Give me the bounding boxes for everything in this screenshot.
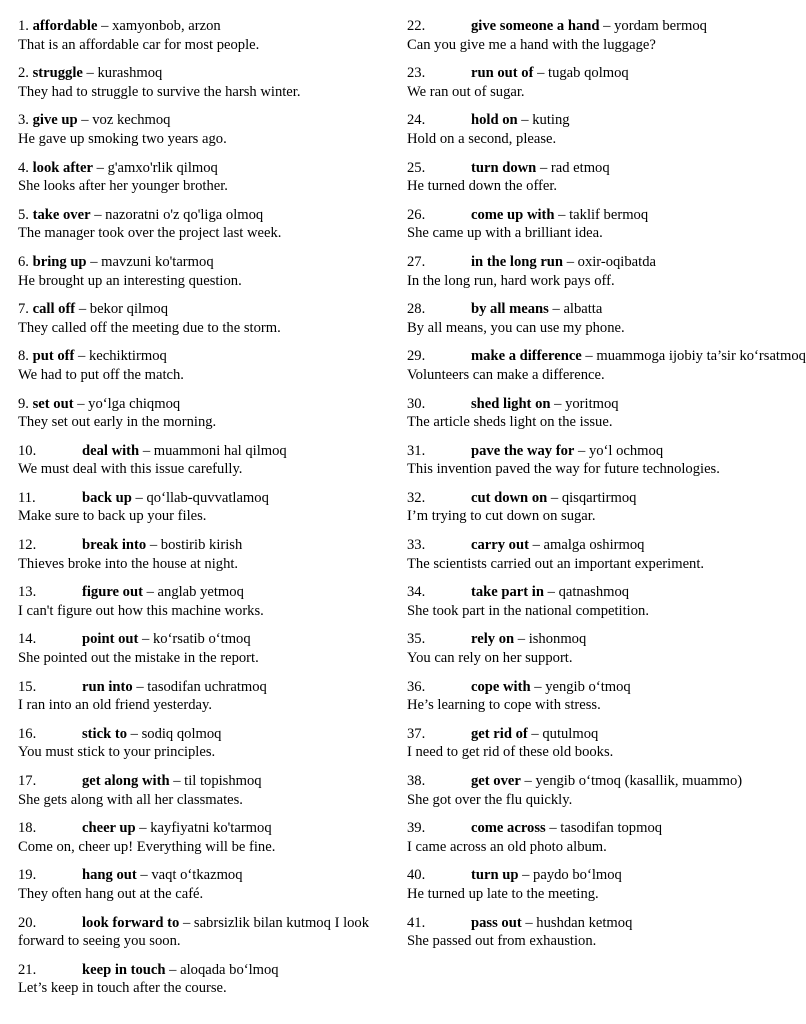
entry-translation: yo‘lga chiqmoq xyxy=(88,395,181,412)
entry-headline: 21. keep in touch – aloqada bo‘lmoq xyxy=(18,961,279,978)
entry-translation: vaqt o‘tkazmoq xyxy=(151,867,243,884)
entry-number: 37. xyxy=(407,725,426,742)
entry-example: You can rely on her support. xyxy=(407,650,573,667)
entry-term: set out xyxy=(32,395,74,412)
entry-term: pave the way for xyxy=(471,442,575,459)
entry-example: She gets along with all her classmates. xyxy=(18,791,243,808)
entry-translation: muammoni hal qilmoq xyxy=(153,442,287,459)
entry-example: Volunteers can make a difference. xyxy=(407,366,605,383)
entry-example: This invention paved the way for future technologies. xyxy=(407,461,720,478)
vocab-entry xyxy=(18,583,390,620)
entry-translation: qisqartirmoq xyxy=(561,489,637,506)
entry-headline: 3. give up – voz kechmoq xyxy=(18,112,171,129)
vocab-entry xyxy=(407,253,762,290)
entry-translation: tasodifan uchratmoq xyxy=(147,678,267,695)
entry-example: I ran into an old friend yesterday. xyxy=(18,697,212,714)
entry-headline: 11. back up – qo‘llab-quvvatlamoq xyxy=(18,489,269,506)
entry-headline: 5. take over – nazoratni o'z qo'liga olmoq xyxy=(18,206,264,223)
entry-number: 8. xyxy=(18,348,29,365)
entry-headline: 25. turn down – rad etmoq xyxy=(407,159,610,176)
entry-translation: aloqada bo‘lmoq xyxy=(180,961,279,978)
entry-translation: ishonmoq xyxy=(528,631,587,648)
entry-term: give someone a hand xyxy=(471,18,600,34)
entry-translation: tugab qolmoq xyxy=(548,65,629,82)
vocab-entry xyxy=(407,347,806,384)
entry-translation: bostirib kirish xyxy=(160,537,243,554)
vocab-entry xyxy=(18,725,390,762)
vocab-entry xyxy=(18,64,390,101)
entry-number: 19. xyxy=(18,867,37,884)
entry-term: call off xyxy=(32,301,76,318)
vocab-entry xyxy=(18,300,390,337)
entry-term: in the long run xyxy=(471,253,564,270)
vocab-entry xyxy=(18,630,390,667)
entry-example: He turned up late to the meeting. xyxy=(407,885,599,902)
entry-example: She looks after her younger brother. xyxy=(18,178,228,195)
entry-term: cope with xyxy=(471,678,531,695)
entry-number: 16. xyxy=(18,725,37,742)
entry-headline: 12. break into – bostirib kirish xyxy=(18,537,243,554)
vocab-entry xyxy=(407,772,762,809)
vocab-entry xyxy=(18,442,390,479)
vocab-entry xyxy=(407,300,762,337)
entry-number: 31. xyxy=(407,442,426,459)
entry-translation: oxir-oqibatda xyxy=(577,253,656,270)
entry-term: take over xyxy=(32,206,91,223)
entry-headline: 28. by all means – albatta xyxy=(407,301,603,318)
entry-term: come across xyxy=(471,820,546,837)
entry-number: 10. xyxy=(18,442,37,459)
entry-number: 28. xyxy=(407,301,426,318)
entry-term: affordable xyxy=(32,18,98,34)
entry-number: 17. xyxy=(18,773,37,789)
entry-headline: 32. cut down on – qisqartirmoq xyxy=(407,489,637,506)
entry-number: 32. xyxy=(407,489,426,506)
vocab-entry xyxy=(407,442,762,479)
entry-headline: 9. set out – yo‘lga chiqmoq xyxy=(18,395,181,412)
entry-headline: 39. come across – tasodifan topmoq xyxy=(407,820,663,837)
entry-number: 39. xyxy=(407,820,426,837)
entry-headline: 36. cope with – yengib o‘tmoq xyxy=(407,678,631,695)
entry-example: Let’s keep in touch after the course. xyxy=(18,980,227,997)
entry-number: 6. xyxy=(18,253,29,270)
entry-term: by all means xyxy=(471,301,549,318)
vocab-entry xyxy=(18,772,390,809)
entry-translation: til topishmoq xyxy=(184,773,262,789)
entry-translation: taklif bermoq xyxy=(569,206,649,223)
entry-number: 38. xyxy=(407,773,426,789)
entry-number: 26. xyxy=(407,206,426,223)
entry-headline: 15. run into – tasodifan uchratmoq xyxy=(18,678,267,695)
entry-example: She pointed out the mistake in the report. xyxy=(18,650,259,667)
entry-number: 41. xyxy=(407,914,426,931)
left-column xyxy=(18,17,390,1008)
entry-term: hold on xyxy=(471,112,518,129)
vocab-entry xyxy=(407,395,762,432)
entry-translation: nazoratni o'z qo'liga olmoq xyxy=(105,206,264,223)
entry-translation: anglab yetmoq xyxy=(157,584,244,601)
entry-term: deal with xyxy=(82,442,140,459)
right-column xyxy=(407,17,806,961)
vocab-entry xyxy=(18,489,390,526)
entry-term: look forward to xyxy=(82,914,180,931)
entry-translation: qo‘llab-quvvatlamoq xyxy=(146,489,269,506)
entry-example: Make sure to back up your files. xyxy=(18,508,207,525)
entry-translation: hushdan ketmoq xyxy=(536,914,633,931)
entry-term: make a difference xyxy=(471,348,582,365)
entry-headline: 7. call off – bekor qilmoq xyxy=(18,301,168,318)
entry-headline: 40. turn up – paydo bo‘lmoq xyxy=(407,867,622,884)
entry-number: 9. xyxy=(18,395,29,412)
vocab-entry xyxy=(407,678,762,715)
vocab-entry xyxy=(407,914,762,951)
entry-headline: 4. look after – g'amxo'rlik qilmoq xyxy=(18,159,218,176)
entry-number: 2. xyxy=(18,65,29,82)
entry-example: You must stick to your principles. xyxy=(18,744,216,761)
entry-number: 11. xyxy=(18,489,36,506)
vocab-entry xyxy=(18,866,390,903)
entry-example: We ran out of sugar. xyxy=(407,83,525,100)
vocab-entry xyxy=(18,253,390,290)
entry-example: That is an affordable car for most people. xyxy=(18,36,260,53)
entry-example: He turned down the offer. xyxy=(407,178,558,195)
entry-translation: kayfiyatni ko'tarmoq xyxy=(150,820,272,837)
entry-term: bring up xyxy=(32,253,87,270)
entry-translation: amalga oshirmoq xyxy=(543,537,645,554)
entry-headline: 20. look forward to – sabrsizlik bilan kutmoq xyxy=(18,914,331,931)
vocab-entry xyxy=(407,206,762,243)
entry-example: Hold on a second, please. xyxy=(407,130,557,147)
entry-term: give up xyxy=(32,112,78,129)
entry-example: Can you give me a hand with the luggage? xyxy=(407,36,656,53)
entry-translation: bekor qilmoq xyxy=(89,301,168,318)
entry-headline: 31. pave the way for – yo‘l ochmoq xyxy=(407,442,664,459)
entry-translation: xamyonbob, arzon xyxy=(112,18,221,34)
entry-headline: 13. figure out – anglab yetmoq xyxy=(18,584,244,601)
entry-example: The scientists carried out an important experiment. xyxy=(407,555,705,572)
vocab-entry xyxy=(18,961,390,998)
entry-translation: kechiktirmoq xyxy=(88,348,167,365)
vocab-entry xyxy=(407,111,762,148)
entry-term: cheer up xyxy=(82,820,136,837)
vocab-entry xyxy=(18,347,390,384)
entry-headline: 1. affordable – xamyonbob, arzon xyxy=(18,18,221,34)
entry-translation: kurashmoq xyxy=(97,65,163,82)
vocab-entry xyxy=(407,159,762,196)
vocab-entry xyxy=(407,866,762,903)
entry-headline: 19. hang out – vaqt o‘tkazmoq xyxy=(18,867,243,884)
entry-example: He gave up smoking two years ago. xyxy=(18,130,227,147)
entry-headline: 14. point out – ko‘rsatib o‘tmoq xyxy=(18,631,251,648)
entry-headline: 22. give someone a hand – yordam bermoq xyxy=(407,18,707,34)
entry-translation: yengib o‘tmoq xyxy=(545,678,631,695)
entry-headline: 6. bring up – mavzuni ko'tarmoq xyxy=(18,253,214,270)
entry-number: 22. xyxy=(407,18,426,34)
entry-term: turn up xyxy=(471,867,519,884)
entry-number: 34. xyxy=(407,584,426,601)
entry-translation: sodiq qolmoq xyxy=(141,725,222,742)
entry-translation: yoritmoq xyxy=(565,395,619,412)
entry-term: rely on xyxy=(471,631,515,648)
entry-headline: 29. make a difference – muammoga ijobiy ta’sir ko‘rsatmoq xyxy=(407,348,806,365)
entry-translation: sabrsizlik bilan kutmoq xyxy=(193,914,331,931)
vocab-entry xyxy=(18,159,390,196)
vocab-entry xyxy=(18,914,390,951)
entry-translation: g'amxo'rlik qilmoq xyxy=(107,159,218,176)
vocab-entry xyxy=(407,583,762,620)
entry-number: 27. xyxy=(407,253,426,270)
entry-term: carry out xyxy=(471,537,529,554)
entry-number: 40. xyxy=(407,867,426,884)
entry-term: get over xyxy=(471,773,521,789)
entry-term: take part in xyxy=(471,584,544,601)
entry-example: The manager took over the project last week. xyxy=(18,225,282,242)
vocab-entry xyxy=(18,111,390,148)
entry-term: figure out xyxy=(82,584,143,601)
entry-number: 7. xyxy=(18,301,29,318)
entry-example: Thieves broke into the house at night. xyxy=(18,555,239,572)
entry-example: He brought up an interesting question. xyxy=(18,272,242,289)
entry-example: We must deal with this issue carefully. xyxy=(18,461,243,478)
entry-term: keep in touch xyxy=(82,961,166,978)
entry-translation: ko‘rsatib o‘tmoq xyxy=(152,631,251,648)
entry-headline: 24. hold on – kuting xyxy=(407,112,570,129)
entry-example: By all means, you can use my phone. xyxy=(407,319,625,336)
entry-headline: 30. shed light on – yoritmoq xyxy=(407,395,619,412)
entry-term: pass out xyxy=(471,914,522,931)
entry-translation: albatta xyxy=(563,301,603,318)
entry-example: She got over the flu quickly. xyxy=(407,791,573,808)
entry-translation: voz kechmoq xyxy=(92,112,171,129)
entry-translation: yordam bermoq xyxy=(614,18,707,34)
entry-example: We had to put off the match. xyxy=(18,366,184,383)
entry-example: I look forward to seeing you soon. xyxy=(18,914,370,950)
entry-example: I need to get rid of these old books. xyxy=(407,744,614,761)
entry-term: look after xyxy=(32,159,93,176)
entry-translation: mavzuni ko'tarmoq xyxy=(101,253,214,270)
vocab-entry xyxy=(407,819,762,856)
entry-example: The article sheds light on the issue. xyxy=(407,414,613,431)
entry-number: 30. xyxy=(407,395,426,412)
entry-example: In the long run, hard work pays off. xyxy=(407,272,615,289)
entry-number: 5. xyxy=(18,206,29,223)
entry-headline: 18. cheer up – kayfiyatni ko'tarmoq xyxy=(18,820,272,837)
entry-term: hang out xyxy=(82,867,137,884)
entry-example: I came across an old photo album. xyxy=(407,838,607,855)
entry-translation: kuting xyxy=(532,112,570,129)
entry-number: 3. xyxy=(18,112,29,129)
entry-example: They set out early in the morning. xyxy=(18,414,217,431)
entry-number: 12. xyxy=(18,537,37,554)
vocab-entry xyxy=(407,630,762,667)
vocab-entry xyxy=(407,489,762,526)
vocab-entry xyxy=(18,819,390,856)
entry-translation: rad etmoq xyxy=(550,159,610,176)
entry-term: get along with xyxy=(82,773,170,789)
vocab-entry xyxy=(18,206,390,243)
entry-number: 35. xyxy=(407,631,426,648)
entry-translation: yengib o‘tmoq (kasallik, muammo) xyxy=(535,773,743,789)
entry-translation: qutulmoq xyxy=(542,725,599,742)
entry-number: 21. xyxy=(18,961,37,978)
entry-number: 20. xyxy=(18,914,37,931)
entry-headline: 10. deal with – muammoni hal qilmoq xyxy=(18,442,287,459)
entry-number: 18. xyxy=(18,820,37,837)
entry-translation: tasodifan topmoq xyxy=(560,820,663,837)
entry-number: 1. xyxy=(18,18,29,34)
entry-translation: yo‘l ochmoq xyxy=(588,442,664,459)
entry-term: turn down xyxy=(471,159,537,176)
vocab-entry xyxy=(407,725,762,762)
entry-term: point out xyxy=(82,631,139,648)
entry-number: 29. xyxy=(407,348,426,365)
vocab-entry xyxy=(18,536,390,573)
vocab-entry xyxy=(18,17,390,54)
entry-example: Come on, cheer up! Everything will be fine. xyxy=(18,838,276,855)
entry-term: stick to xyxy=(82,725,127,742)
entry-term: get rid of xyxy=(471,725,528,742)
entry-example: I’m trying to cut down on sugar. xyxy=(407,508,596,525)
entry-example: They often hang out at the café. xyxy=(18,885,204,902)
entry-term: put off xyxy=(32,348,75,365)
entry-example: They called off the meeting due to the storm. xyxy=(18,319,281,336)
entry-translation: qatnashmoq xyxy=(558,584,630,601)
entry-headline: 37. get rid of – qutulmoq xyxy=(407,725,599,742)
vocab-entry xyxy=(407,17,762,54)
entry-example: They had to struggle to survive the harsh winter. xyxy=(18,83,301,100)
entry-headline: 8. put off – kechiktirmoq xyxy=(18,348,167,365)
entry-headline: 17. get along with – til topishmoq xyxy=(18,773,262,789)
entry-headline: 34. take part in – qatnashmoq xyxy=(407,584,630,601)
entry-term: break into xyxy=(82,537,147,554)
entry-number: 15. xyxy=(18,678,37,695)
vocab-entry xyxy=(18,678,390,715)
entry-number: 4. xyxy=(18,159,29,176)
entry-headline: 16. stick to – sodiq qolmoq xyxy=(18,725,222,742)
entry-term: back up xyxy=(82,489,132,506)
entry-number: 23. xyxy=(407,65,426,82)
entry-headline: 23. run out of – tugab qolmoq xyxy=(407,65,629,82)
entry-example: I can't figure out how this machine works. xyxy=(18,602,264,619)
entry-example: She took part in the national competition. xyxy=(407,602,649,619)
entry-term: struggle xyxy=(32,65,83,82)
vocab-entry xyxy=(407,64,762,101)
vocab-entry xyxy=(407,536,762,573)
entry-translation: paydo bo‘lmoq xyxy=(533,867,622,884)
entry-term: run into xyxy=(82,678,133,695)
entry-headline: 26. come up with – taklif bermoq xyxy=(407,206,649,223)
entry-number: 13. xyxy=(18,584,37,601)
entry-term: shed light on xyxy=(471,395,551,412)
entry-translation: muammoga ijobiy ta’sir ko‘rsatmoq xyxy=(596,348,806,365)
entry-headline: 33. carry out – amalga oshirmoq xyxy=(407,537,645,554)
entry-term: come up with xyxy=(471,206,555,223)
entry-number: 36. xyxy=(407,678,426,695)
entry-headline: 2. struggle – kurashmoq xyxy=(18,65,163,82)
entry-headline: 27. in the long run – oxir-oqibatda xyxy=(407,253,656,270)
entry-headline: 35. rely on – ishonmoq xyxy=(407,631,587,648)
entry-term: run out of xyxy=(471,65,534,82)
entry-example: She came up with a brilliant idea. xyxy=(407,225,603,242)
entry-number: 25. xyxy=(407,159,426,176)
entry-headline: 41. pass out – hushdan ketmoq xyxy=(407,914,633,931)
entry-number: 33. xyxy=(407,537,426,554)
vocab-entry xyxy=(18,395,390,432)
entry-number: 14. xyxy=(18,631,37,648)
entry-headline: 38. get over – yengib o‘tmoq (kasallik, muammo) xyxy=(407,773,743,789)
entry-number: 24. xyxy=(407,112,426,129)
entry-example: He’s learning to cope with stress. xyxy=(407,697,601,714)
entry-example: She passed out from exhaustion. xyxy=(407,933,597,950)
entry-term: cut down on xyxy=(471,489,548,506)
